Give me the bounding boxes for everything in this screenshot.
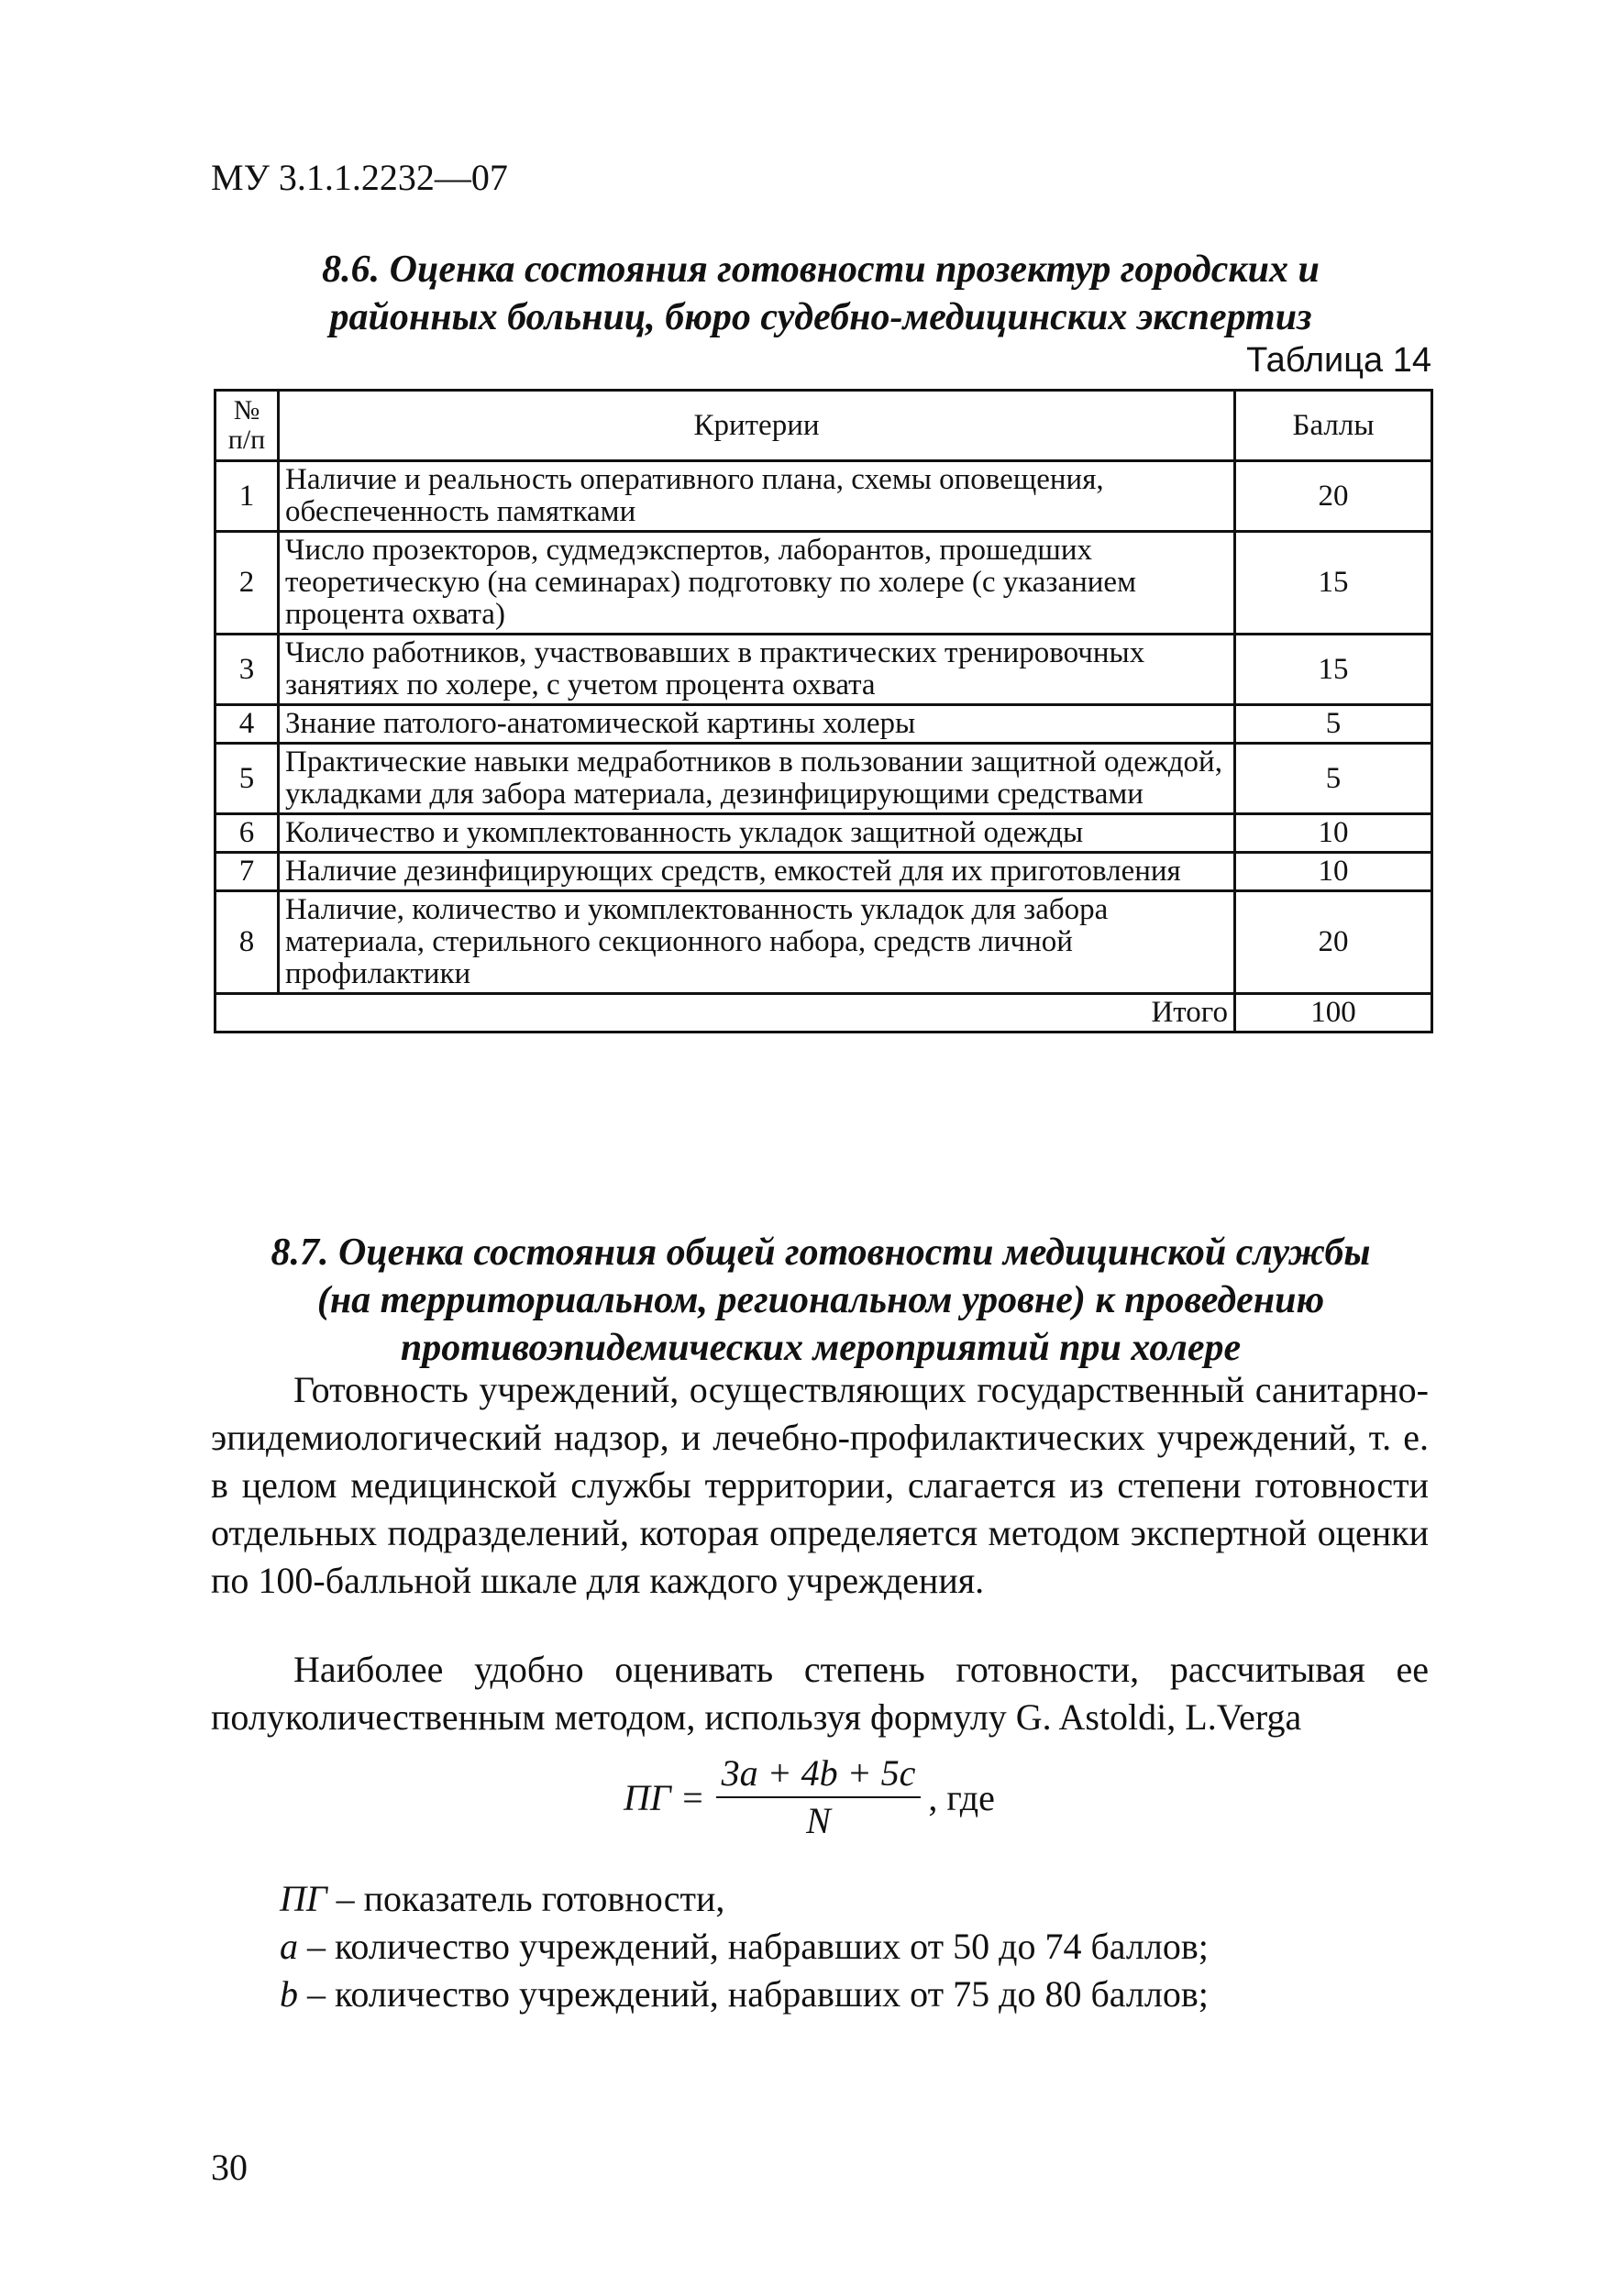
formula-definitions (280, 1875, 1209, 2018)
row-number: 4 (215, 705, 279, 744)
row-number: 2 (215, 532, 279, 635)
formula-tail: , где (928, 1776, 995, 1818)
table-row (215, 705, 1432, 744)
total-label: Итого (215, 994, 1235, 1033)
table-row (215, 461, 1432, 532)
definition-text: – количество учреждений, набравших от 75 до 80 баллов; (298, 1973, 1209, 2015)
row-number: 6 (215, 814, 279, 853)
row-score: 20 (1235, 461, 1432, 532)
section-title-line: (на территориальном, региональном уровне) к проведению (316, 1279, 1325, 1321)
total-value: 100 (1235, 994, 1432, 1033)
header-criteria: Критерии (279, 391, 1235, 461)
page-number: 30 (211, 2147, 248, 2188)
row-score: 10 (1235, 814, 1432, 853)
section-8-7-title (211, 1229, 1431, 1372)
table-label: Таблица 14 (1246, 341, 1431, 380)
table-row (215, 814, 1432, 853)
row-criteria: Практические навыки медработников в пользовании защитной одеждой, укладками для забора материала, дезинфицирующими средствами (279, 744, 1235, 814)
table-row (215, 891, 1432, 994)
table-row (215, 744, 1432, 814)
definition-text: – количество учреждений, набравших от 50 до 74 баллов; (298, 1926, 1209, 1967)
row-criteria: Число работников, участвовавших в практических тренировочных занятиях по холере, с учетом процента охвата (279, 635, 1235, 705)
section-title-line: противоэпидемических мероприятий при холере (400, 1327, 1242, 1369)
table-header-row (215, 391, 1432, 461)
row-score: 15 (1235, 635, 1432, 705)
table-row (215, 532, 1432, 635)
section-title-line: 8.7. Оценка состояния общей готовности медицинской службы (271, 1231, 1371, 1274)
definition-item (280, 1923, 1209, 1971)
row-number: 1 (215, 461, 279, 532)
criteria-table (214, 389, 1433, 1033)
row-number: 5 (215, 744, 279, 814)
definition-symbol: a (280, 1926, 298, 1967)
row-criteria: Наличие, количество и укомплектованность укладок для забора материала, стерильного секционного набора, средств личной профилактики (279, 891, 1235, 994)
section-8-6-title (211, 246, 1431, 341)
row-number: 3 (215, 635, 279, 705)
total-row (215, 994, 1432, 1033)
row-criteria: Количество и укомплектованность укладок защитной одежды (279, 814, 1235, 853)
header-number: № п/п (215, 391, 279, 461)
row-score: 10 (1235, 853, 1432, 891)
formula-numerator: 3a + 4b + 5c (716, 1750, 922, 1798)
row-score: 15 (1235, 532, 1432, 635)
document-code: МУ 3.1.1.2232—07 (211, 157, 508, 198)
row-score: 20 (1235, 891, 1432, 994)
row-criteria: Число прозекторов, судмедэкспертов, лаборантов, прошедших теоретическую (на семинарах) подготовку по холере (с указанием процента охвата) (279, 532, 1235, 635)
row-score: 5 (1235, 705, 1432, 744)
table-row (215, 635, 1432, 705)
definition-item (280, 1875, 1209, 1923)
row-number: 7 (215, 853, 279, 891)
row-criteria: Наличие и реальность оперативного плана, схемы оповещения, обеспеченность памятками (279, 461, 1235, 532)
formula-fraction (716, 1750, 922, 1844)
row-number: 8 (215, 891, 279, 994)
definition-symbol: ПГ (280, 1878, 327, 1919)
row-criteria: Наличие дезинфицирующих средств, емкостей для их приготовления (279, 853, 1235, 891)
row-score: 5 (1235, 744, 1432, 814)
table-row (215, 853, 1432, 891)
paragraph-readiness: Готовность учреждений, осуществляющих государственный санитарно-эпидемиологический надзор, и лечебно-профилактических учреждений, т. е. в целом медицинской службы территории, слагается из степени готовности отдельных подразделений, которая определяется методом экспертной оценки по 100-балльной шкале для каждого учреждения. (211, 1369, 1429, 1601)
readiness-formula (624, 1742, 995, 1852)
section-title-line: районных больниц, бюро судебно-медицинских экспертиз (329, 296, 1312, 338)
definition-item (280, 1971, 1209, 2018)
row-criteria: Знание патолого-анатомической картины холеры (279, 705, 1235, 744)
formula-lhs: ПГ = (624, 1776, 705, 1818)
paragraph-method: Наиболее удобно оценивать степень готовности, рассчитывая ее полуколичественным методом, используя формулу G. Astoldi, L.Verga (211, 1649, 1429, 1738)
formula-denominator: N (806, 1800, 831, 1841)
definition-symbol: b (280, 1973, 298, 2015)
definition-text: – показатель готовности, (326, 1878, 725, 1919)
header-score: Баллы (1235, 391, 1432, 461)
section-title-line: 8.6. Оценка состояния готовности прозектур городских и (322, 248, 1320, 291)
